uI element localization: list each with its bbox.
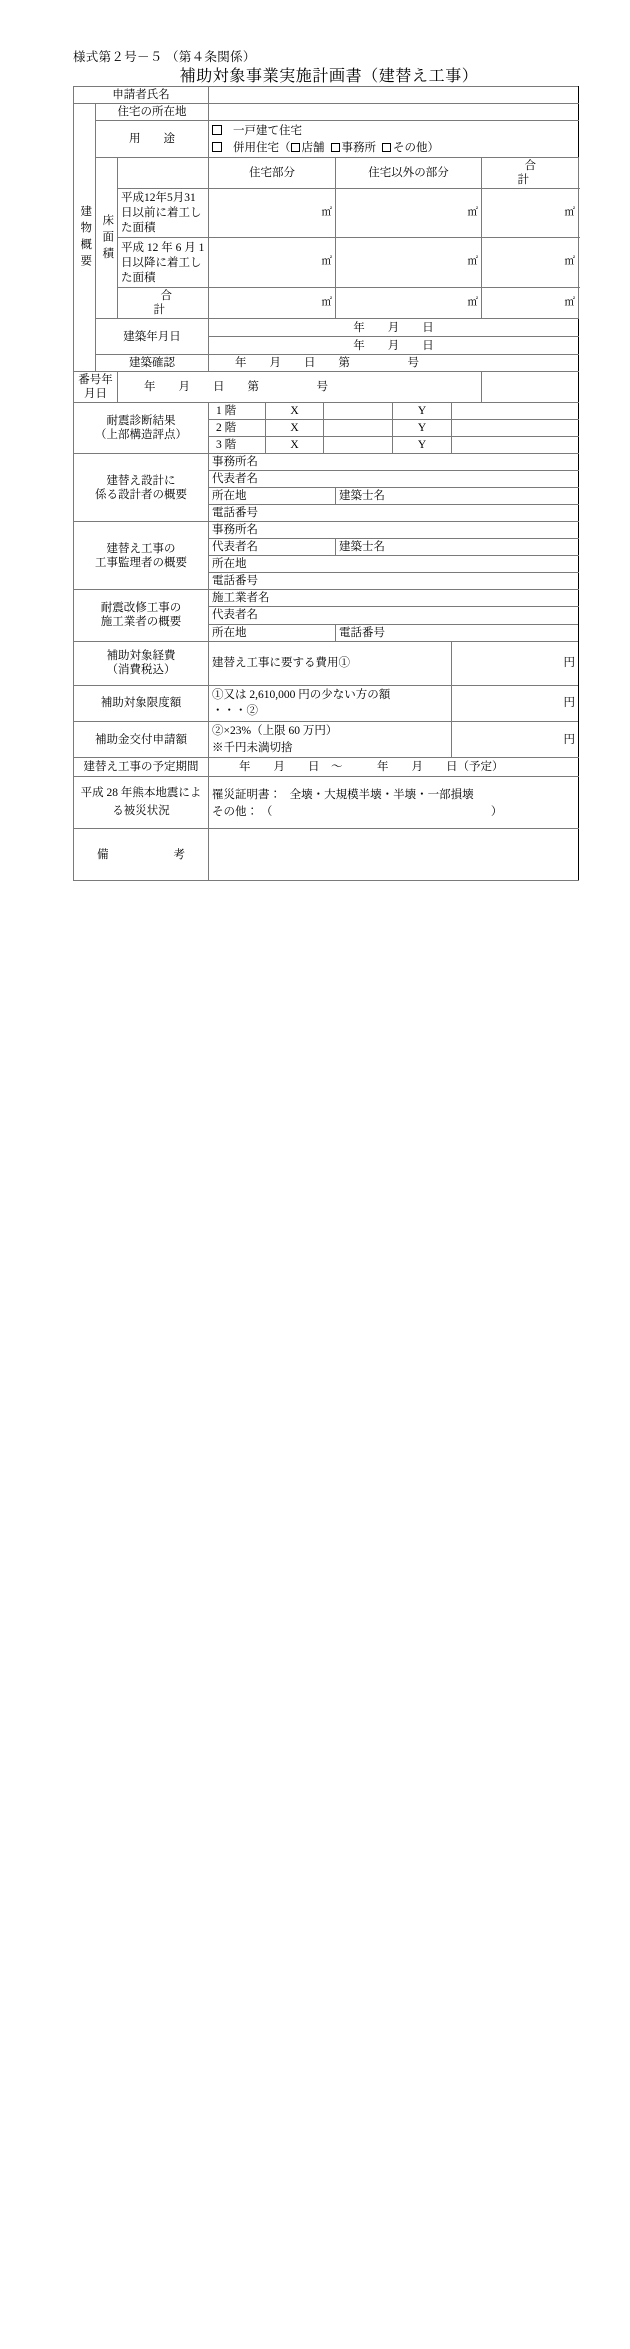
damage-other-line[interactable]: その他 ： （ ）	[212, 805, 503, 818]
label-period: 建替え工事の予定期間	[74, 758, 209, 777]
checkbox-office-icon[interactable]	[331, 143, 340, 152]
contractor-representative[interactable]: 代表者名	[209, 607, 579, 624]
table-row-period	[74, 758, 579, 777]
table-row-area-sum	[74, 288, 579, 319]
seismic-x-value-1[interactable]	[324, 403, 393, 420]
supervisor-phone[interactable]: 電話番号	[209, 573, 579, 590]
value-area-after-residence[interactable]: ㎡	[209, 238, 336, 288]
supervisor-address[interactable]: 所在地	[209, 556, 579, 573]
label-grant: 補助金交付申請額	[74, 721, 209, 757]
seismic-floor-3: 3 階	[209, 437, 266, 454]
plan-form-table	[73, 86, 601, 881]
limit-amount[interactable]: 円	[452, 685, 579, 721]
usage-option-combined[interactable]: 併用住宅（ 店舗 事務所 その他）	[212, 140, 575, 157]
table-row-grant	[74, 721, 579, 757]
seismic-y-label-3: Y	[393, 437, 452, 454]
table-row-remarks	[74, 829, 579, 881]
table-row-damage	[74, 777, 579, 829]
page-title: 補助対象事業実施計画書（建替え工事）	[179, 68, 479, 85]
table-row-supervisor-office	[74, 522, 579, 539]
checkbox-detached-icon[interactable]	[212, 125, 222, 135]
table-row-area-header	[74, 158, 579, 189]
table-row-residence-location	[74, 104, 579, 121]
seismic-y-value-2[interactable]	[452, 420, 579, 437]
label-seismic-result: 耐震診断結果 （上部構造評点）	[74, 403, 209, 454]
limit-description: ①又は 2,610,000 円の少ない方の額 ・・・②	[209, 685, 452, 721]
value-build-date-1[interactable]: 年 月 日	[209, 319, 579, 337]
label-remarks: 備 考	[74, 829, 209, 881]
seismic-floor-2: 2 階	[209, 420, 266, 437]
checkbox-shop-icon[interactable]	[291, 143, 300, 152]
supervisor-representative[interactable]: 代表者名	[209, 539, 336, 556]
usage-options-group	[209, 121, 579, 158]
designer-phone[interactable]: 電話番号	[209, 505, 579, 522]
table-row-area-after	[74, 238, 579, 288]
table-row-designer-office	[74, 454, 579, 471]
designer-office-name[interactable]: 事務所名	[209, 454, 579, 471]
damage-certificate-line[interactable]: 罹災証明書 ： 全壊・大規模半壊・半壊・一部損壊	[212, 789, 474, 802]
designer-representative[interactable]: 代表者名	[209, 471, 579, 488]
seismic-x-label-1: X	[266, 403, 324, 420]
contractor-company-name[interactable]: 施工業者名	[209, 590, 579, 607]
seismic-x-label-3: X	[266, 437, 324, 454]
seismic-x-value-2[interactable]	[324, 420, 393, 437]
label-area-after: 平成 12 年 6 月 1 日以降に着工した面積	[118, 238, 209, 288]
usage-option-detached[interactable]: 一戸建て住宅	[212, 123, 575, 140]
label-residence-location: 住宅の所在地	[96, 104, 209, 121]
checkbox-combined-icon[interactable]	[212, 142, 222, 152]
value-remarks[interactable]	[209, 829, 579, 881]
value-area-after-total[interactable]: ㎡	[482, 238, 579, 288]
label-designer-outline: 建替え設計に 係る設計者の概要	[74, 454, 209, 522]
label-area-before: 平成12年5月31日以前に着工した面積	[118, 189, 209, 238]
value-area-sum-residence[interactable]: ㎡	[209, 288, 336, 319]
seismic-floor-1: 1 階	[209, 403, 266, 420]
seismic-y-value-1[interactable]	[452, 403, 579, 420]
value-confirm-2[interactable]: 年 月 日 第 号	[118, 372, 482, 403]
value-area-before-residence[interactable]: ㎡	[209, 189, 336, 238]
label-area-sum: 合 計	[118, 288, 209, 319]
label-usage: 用 途	[96, 121, 209, 158]
form-page	[0, 0, 630, 903]
table-row-contractor-company	[74, 590, 579, 607]
supervisor-architect-name[interactable]: 建築士名	[336, 539, 579, 556]
table-row-area-before	[74, 189, 579, 238]
col-header-total: 合 計	[482, 158, 579, 189]
damage-status-value[interactable]	[209, 777, 579, 829]
col-header-residence-part: 住宅部分	[209, 158, 336, 189]
value-area-after-non-residence[interactable]: ㎡	[336, 238, 482, 288]
cost-description: 建替え工事に要する費用①	[209, 641, 452, 685]
table-row-confirm-1	[74, 355, 579, 372]
designer-architect-name[interactable]: 建築士名	[336, 488, 579, 505]
label-confirm-line2: 番号年月日	[74, 372, 118, 403]
contractor-address[interactable]: 所在地	[209, 624, 336, 641]
value-area-before-non-residence[interactable]: ㎡	[336, 189, 482, 238]
contractor-phone[interactable]: 電話番号	[336, 624, 579, 641]
label-damage-status: 平成 28 年熊本地震によ る被災状況	[74, 777, 209, 829]
table-row-seismic-1	[74, 403, 579, 420]
seismic-x-value-3[interactable]	[324, 437, 393, 454]
value-applicant-name[interactable]	[209, 87, 579, 104]
grant-amount[interactable]: 円	[452, 721, 579, 757]
area-header-blank	[118, 158, 209, 189]
value-residence-location[interactable]	[209, 104, 579, 121]
label-cost: 補助対象経費 （消費税込）	[74, 641, 209, 685]
label-limit: 補助対象限度額	[74, 685, 209, 721]
label-contractor-outline: 耐震改修工事の 施工業者の概要	[74, 590, 209, 641]
table-row-applicant	[74, 87, 579, 104]
form-number: 様式第２号－５ （第４条関係）	[73, 50, 256, 64]
value-build-date-2[interactable]: 年 月 日	[209, 337, 579, 355]
label-applicant-name: 申請者氏名	[74, 87, 209, 104]
label-build-date: 建築年月日	[96, 319, 209, 355]
table-row-build-date-1	[74, 319, 579, 337]
value-period[interactable]: 年 月 日 ～ 年 月 日（予定）	[209, 758, 579, 777]
table-row-usage	[74, 121, 579, 158]
seismic-x-label-2: X	[266, 420, 324, 437]
supervisor-office-name[interactable]: 事務所名	[209, 522, 579, 539]
grant-description: ②×23%（上限 60 万円） ※千円未満切捨	[209, 721, 452, 757]
designer-address[interactable]: 所在地	[209, 488, 336, 505]
label-confirm-line1: 建築確認	[96, 355, 209, 372]
table-row-cost	[74, 641, 579, 685]
seismic-y-label-2: Y	[393, 420, 452, 437]
value-area-before-total[interactable]: ㎡	[482, 189, 579, 238]
seismic-y-value-3[interactable]	[452, 437, 579, 454]
label-supervisor-outline: 建替え工事の 工事監理者の概要	[74, 522, 209, 590]
label-floor-area: 床面積	[96, 158, 118, 319]
table-row-confirm-2	[74, 372, 579, 403]
col-header-non-residence-part: 住宅以外の部分	[336, 158, 482, 189]
value-area-sum-non-residence[interactable]: ㎡	[336, 288, 482, 319]
label-building-outline: 建物概要	[74, 104, 96, 372]
cost-amount[interactable]: 円	[452, 641, 579, 685]
checkbox-other-icon[interactable]	[382, 143, 391, 152]
seismic-y-label-1: Y	[393, 403, 452, 420]
table-row-limit	[74, 685, 579, 721]
value-confirm-1[interactable]: 年 月 日 第 号	[209, 355, 579, 372]
value-area-sum-total[interactable]: ㎡	[482, 288, 579, 319]
